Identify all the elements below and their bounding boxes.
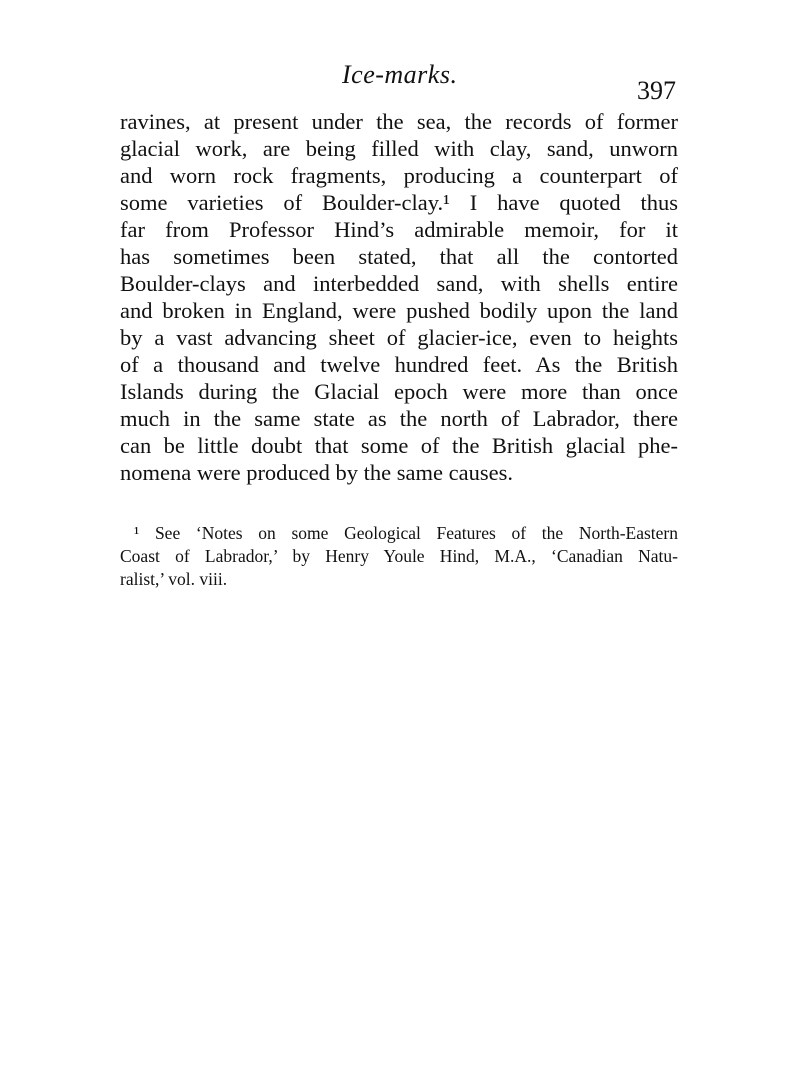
body-line: much in the same state as the north of Labrador, there	[120, 406, 678, 431]
page-number: 397	[637, 76, 676, 105]
body-line: has sometimes been stated, that all the contorted	[120, 244, 678, 269]
body-line: ravines, at present under the sea, the records of former	[120, 109, 678, 134]
body-line: far from Professor Hind’s admirable memoir, for it	[120, 217, 678, 242]
body-line: nomena were produced by the same causes.	[120, 460, 513, 485]
page-header	[120, 58, 680, 105]
footnote-line: Coast of Labrador,’ by Henry Youle Hind, M.A., ‘Canadian Natu-	[120, 546, 678, 566]
running-title: Ice-marks.	[342, 60, 458, 89]
footnote-line: ¹ See ‘Notes on some Geological Features of the North-Eastern	[134, 523, 678, 543]
body-line: by a vast advancing sheet of glacier-ice, even to heights	[120, 325, 678, 350]
body-line: glacial work, are being filled with clay, sand, unworn	[120, 136, 678, 161]
footnote-line: ralist,’ vol. viii.	[120, 569, 228, 589]
body-line: of a thousand and twelve hundred feet. As the British	[120, 352, 678, 377]
body-line: and worn rock fragments, producing a counterpart of	[120, 163, 678, 188]
body-line: some varieties of Boulder-clay.¹ I have quoted thus	[120, 190, 678, 215]
body-line: Islands during the Glacial epoch were more than once	[120, 379, 678, 404]
body-line: and broken in England, were pushed bodily upon the land	[120, 298, 678, 323]
body-line: can be little doubt that some of the British glacial phe-	[120, 433, 678, 458]
body-text	[120, 108, 678, 486]
footnote	[120, 522, 678, 591]
body-line: Boulder-clays and interbedded sand, with shells entire	[120, 271, 678, 296]
